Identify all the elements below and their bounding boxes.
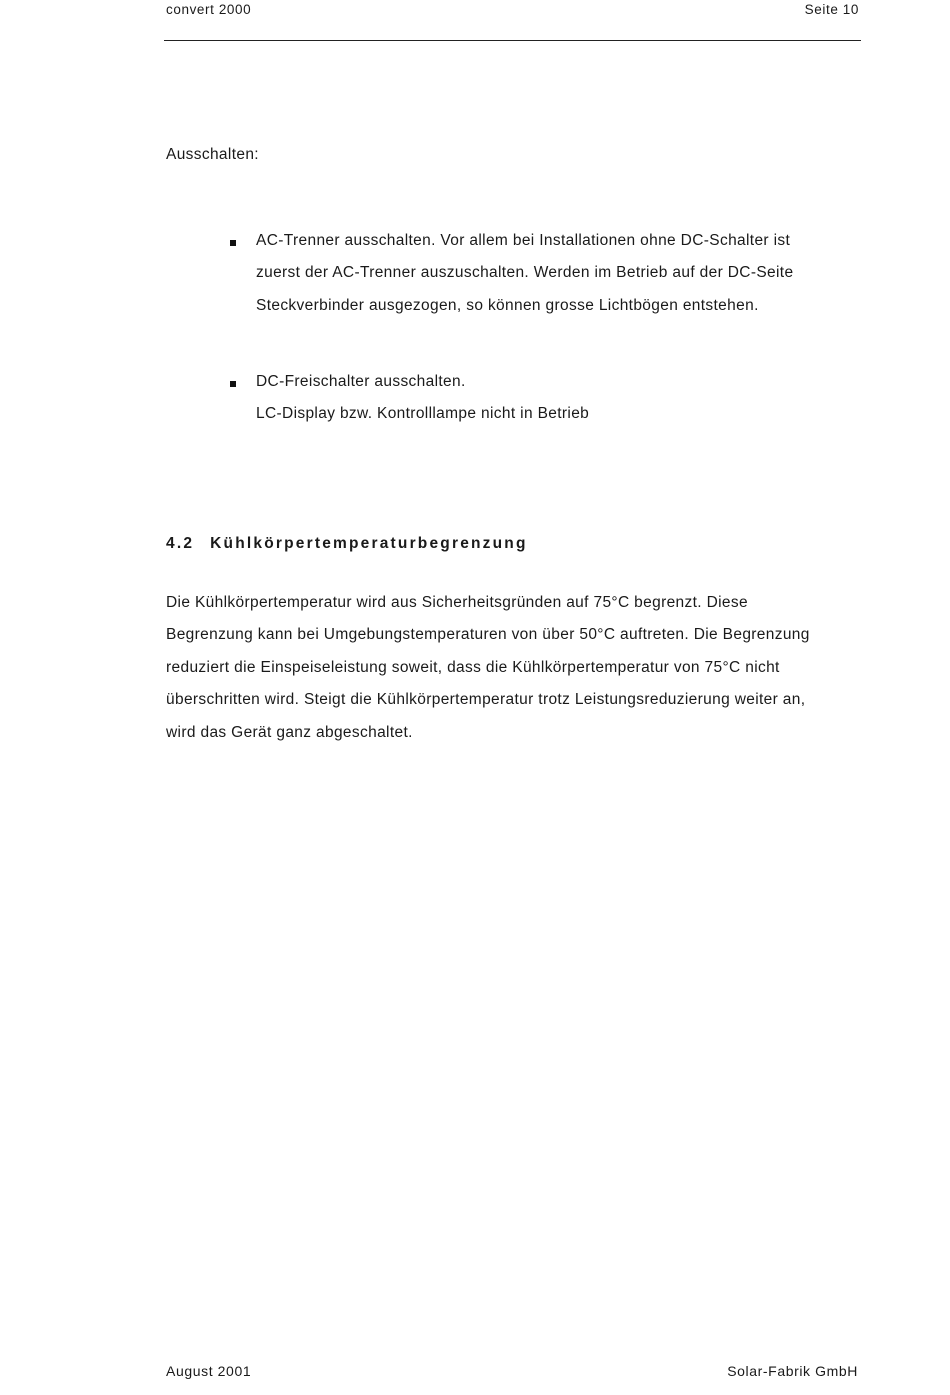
intro-label: Ausschalten: <box>166 146 259 163</box>
footer-company: Solar-Fabrik GmbH <box>727 1363 858 1379</box>
footer-date: August 2001 <box>166 1363 252 1379</box>
bullet-1-line-1: AC-Trenner ausschalten. Vor allem bei Installationen ohne DC-Schalter ist <box>256 232 791 249</box>
header-divider <box>164 40 861 41</box>
section-heading <box>166 535 528 553</box>
section-title: Kühlkörpertemperaturbegrenzung <box>210 535 528 552</box>
bullet-square-icon <box>230 240 236 246</box>
paragraph-line-5: wird das Gerät ganz abgeschaltet. <box>166 724 413 741</box>
paragraph-line-3: reduziert die Einspeiseleistung soweit, dass die Kühlkörpertemperatur von 75°C nicht <box>166 659 780 676</box>
paragraph-line-1: Die Kühlkörpertemperatur wird aus Sicherheitsgründen auf 75°C begrenzt. Diese <box>166 594 748 611</box>
paragraph-line-4: überschritten wird. Steigt die Kühlkörpertemperatur trotz Leistungsreduzierung weiter an, <box>166 691 806 708</box>
bullet-2-line-2: LC-Display bzw. Kontrolllampe nicht in Betrieb <box>256 405 590 422</box>
bullet-2-line-1: DC-Freischalter ausschalten. <box>256 373 466 390</box>
header-page-number: Seite 10 <box>804 2 859 17</box>
header-document-title: convert 2000 <box>166 2 252 17</box>
paragraph-line-2: Begrenzung kann bei Umgebungstemperaturen von über 50°C auftreten. Die Begrenzung <box>166 626 810 643</box>
section-number: 4.2 <box>166 535 195 552</box>
bullet-1-line-2: zuerst der AC-Trenner auszuschalten. Werden im Betrieb auf der DC-Seite <box>256 264 794 281</box>
bullet-1-line-3: Steckverbinder ausgezogen, so können grosse Lichtbögen entstehen. <box>256 297 759 314</box>
bullet-square-icon <box>230 381 236 387</box>
